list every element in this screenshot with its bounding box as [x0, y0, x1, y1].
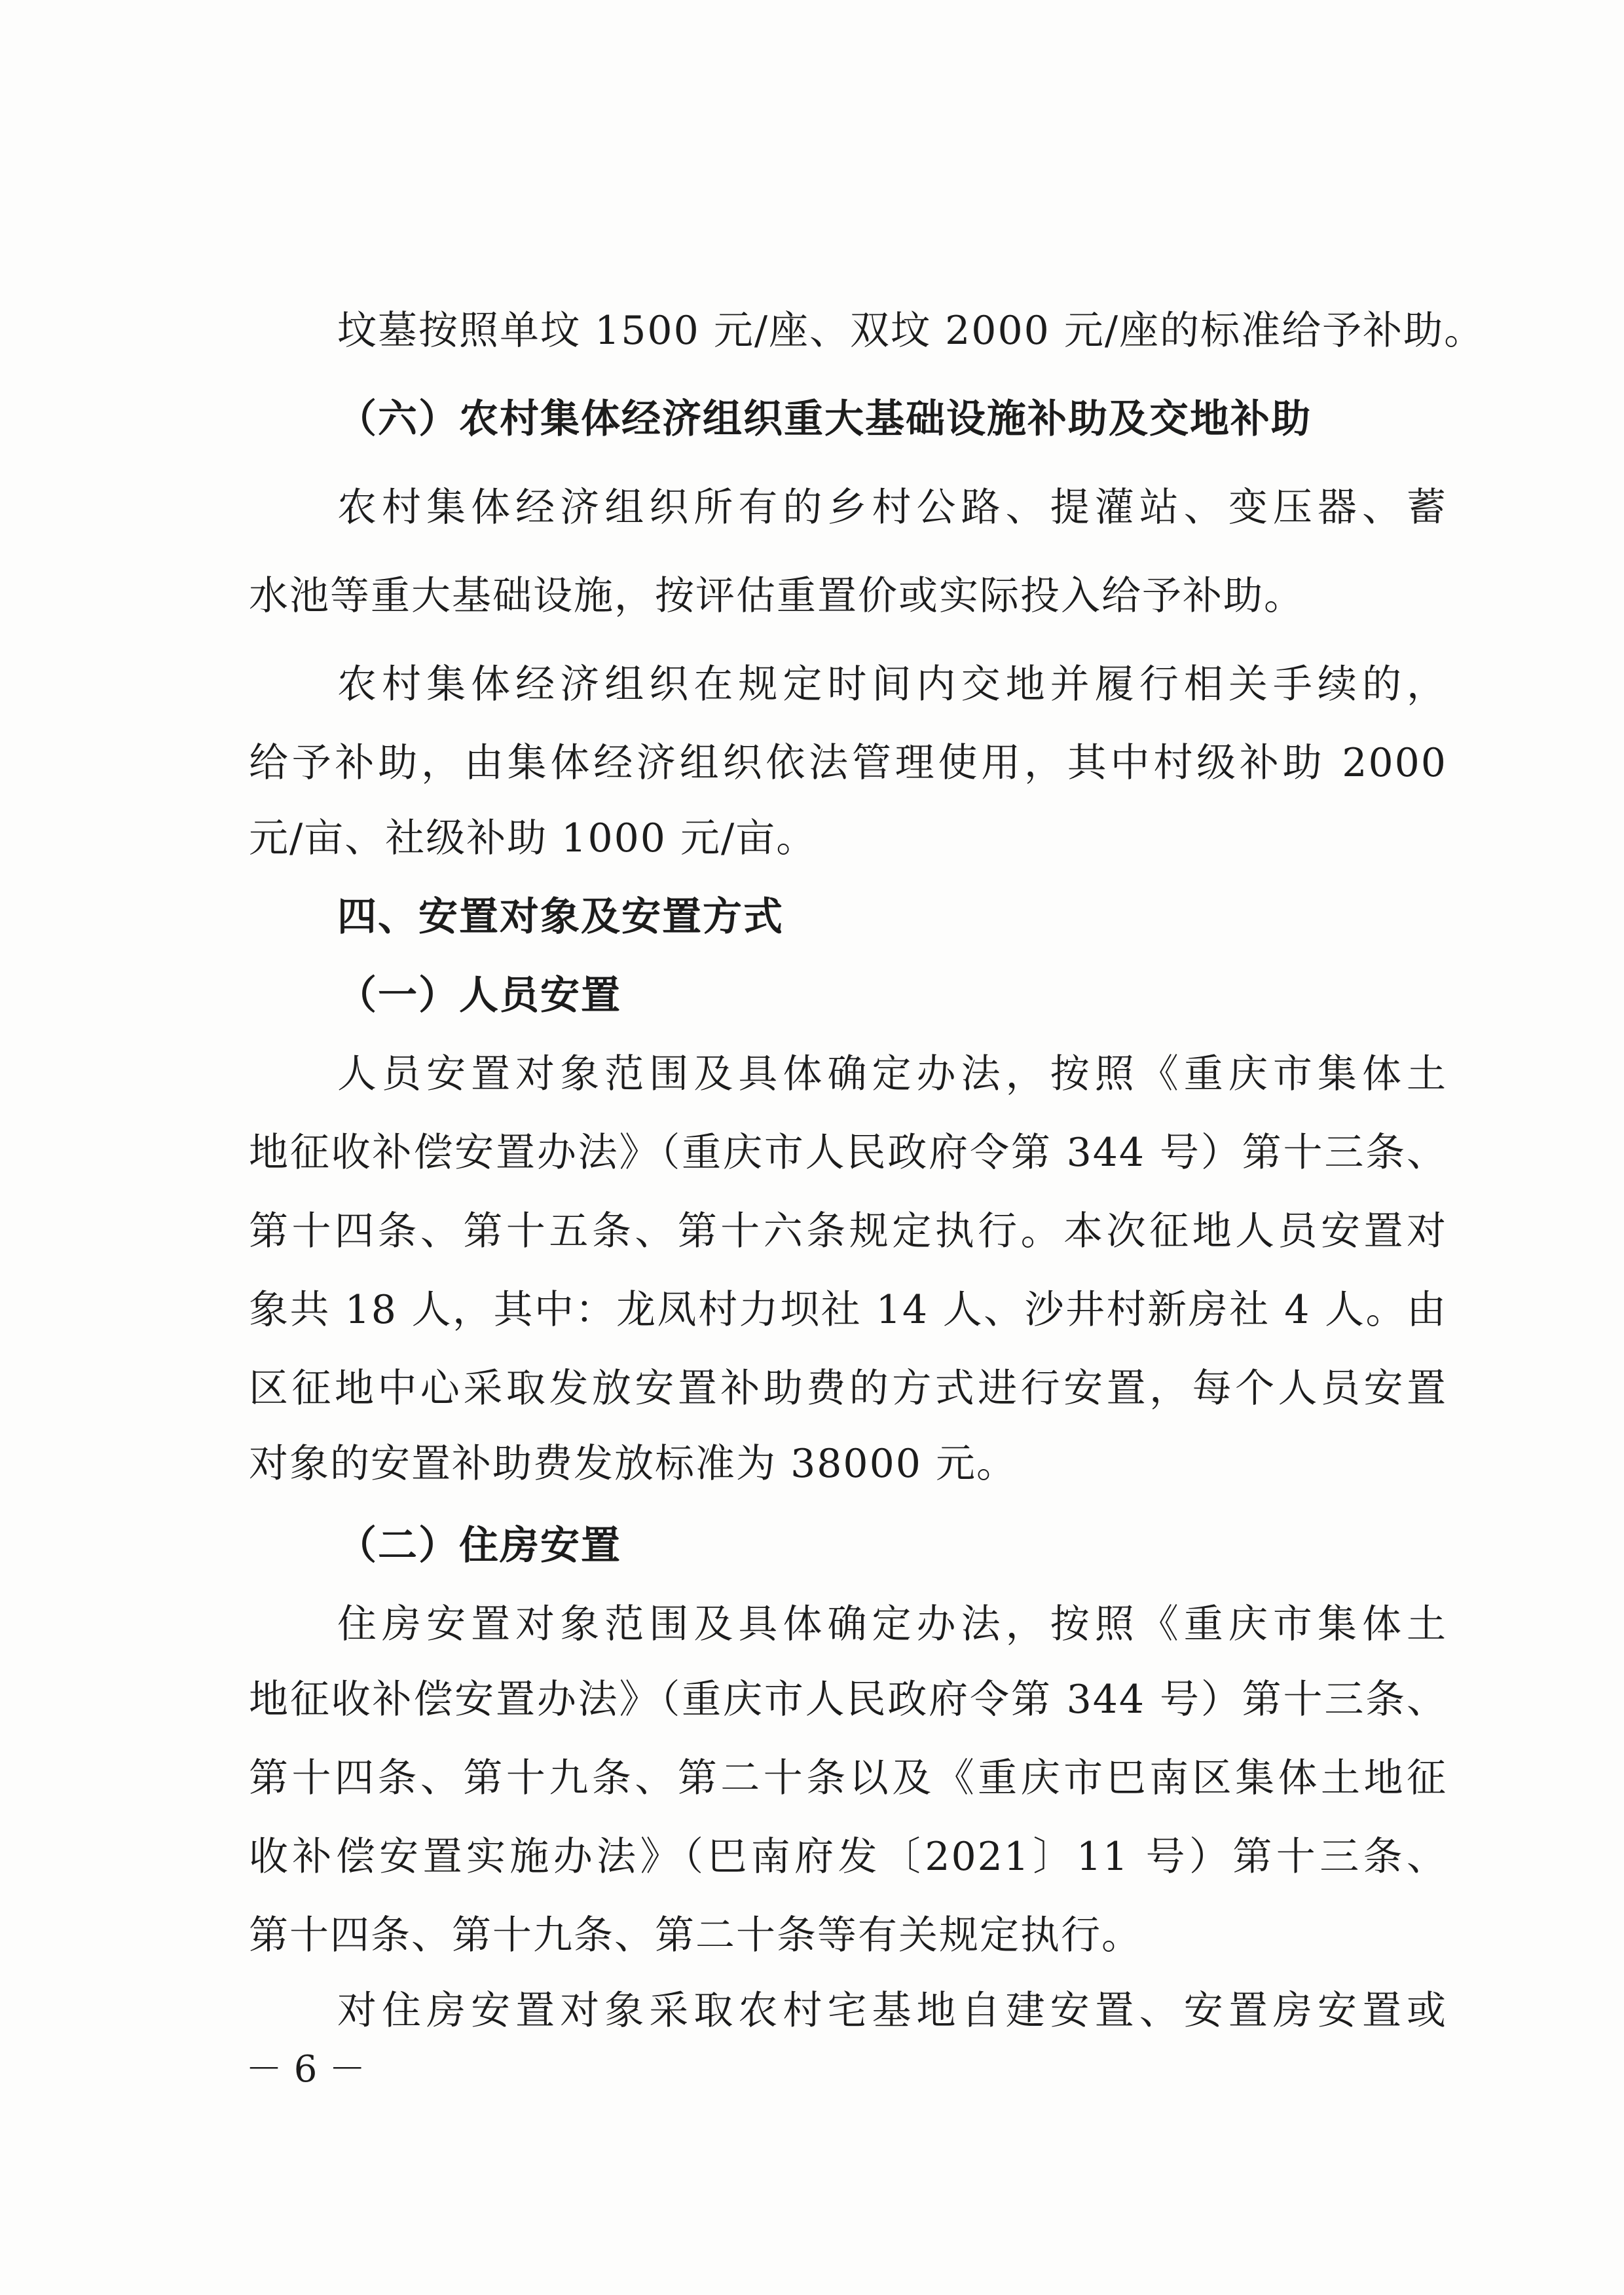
paragraph-line: 地征收补偿安置办法》（重庆市人民政府令第 344 号）第十三条、 — [249, 1130, 1447, 1176]
paragraph-line: 元/亩、社级补助 1000 元/亩。 — [249, 815, 817, 861]
paragraph-line: 第十四条、第十五条、第十六条规定执行。本次征地人员安置对 — [249, 1208, 1447, 1254]
section-heading-4: 四、安置对象及安置方式 — [337, 894, 784, 940]
paragraph-line: 区征地中心采取发放安置补助费的方式进行安置，每个人员安置 — [249, 1366, 1447, 1411]
paragraph-line: 第十四条、第十九条、第二十条等有关规定执行。 — [249, 1912, 1142, 1958]
paragraph-line: 地征收补偿安置办法》（重庆市人民政府令第 344 号）第十三条、 — [249, 1677, 1447, 1723]
paragraph-line: 水池等重大基础设施，按评估重置价或实际投入给予补助。 — [249, 573, 1304, 619]
paragraph-line: 第十四条、第十九条、第二十条以及《重庆市巴南区集体土地征 — [249, 1755, 1447, 1801]
paragraph-line: 对象的安置补助费发放标准为 38000 元。 — [249, 1441, 1018, 1487]
paragraph-line: 农村集体经济组织在规定时间内交地并履行相关手续的， — [337, 662, 1447, 707]
paragraph-line: 农村集体经济组织所有的乡村公路、提灌站、变压器、蓄 — [337, 485, 1447, 531]
paragraph-line: 人员安置对象范围及具体确定办法，按照《重庆市集体土 — [337, 1051, 1447, 1097]
paragraph-line: 收补偿安置实施办法》（巴南府发〔2021〕11 号）第十三条、 — [249, 1834, 1447, 1880]
paragraph-line: 给予补助，由集体经济组织依法管理使用，其中村级补助 2000 — [249, 740, 1447, 786]
paragraph-line: 对住房安置对象采取农村宅基地自建安置、安置房安置或 — [337, 1988, 1447, 2034]
subsection-heading-2: （二）住房安置 — [337, 1523, 621, 1569]
paragraph-line: 坟墓按照单坟 1500 元/座、双坟 2000 元/座的标准给予补助。 — [337, 308, 1485, 354]
section-heading-6: （六）农村集体经济组织重大基础设施补助及交地补助 — [337, 396, 1312, 442]
subsection-heading-1: （一）人员安置 — [337, 973, 621, 1018]
paragraph-line: 象共 18 人，其中：龙凤村力坝社 14 人、沙井村新房社 4 人。由 — [249, 1287, 1447, 1333]
page-number: － 6 － — [246, 2048, 366, 2091]
paragraph-line: 住房安置对象范围及具体确定办法，按照《重庆市集体土 — [337, 1601, 1447, 1647]
